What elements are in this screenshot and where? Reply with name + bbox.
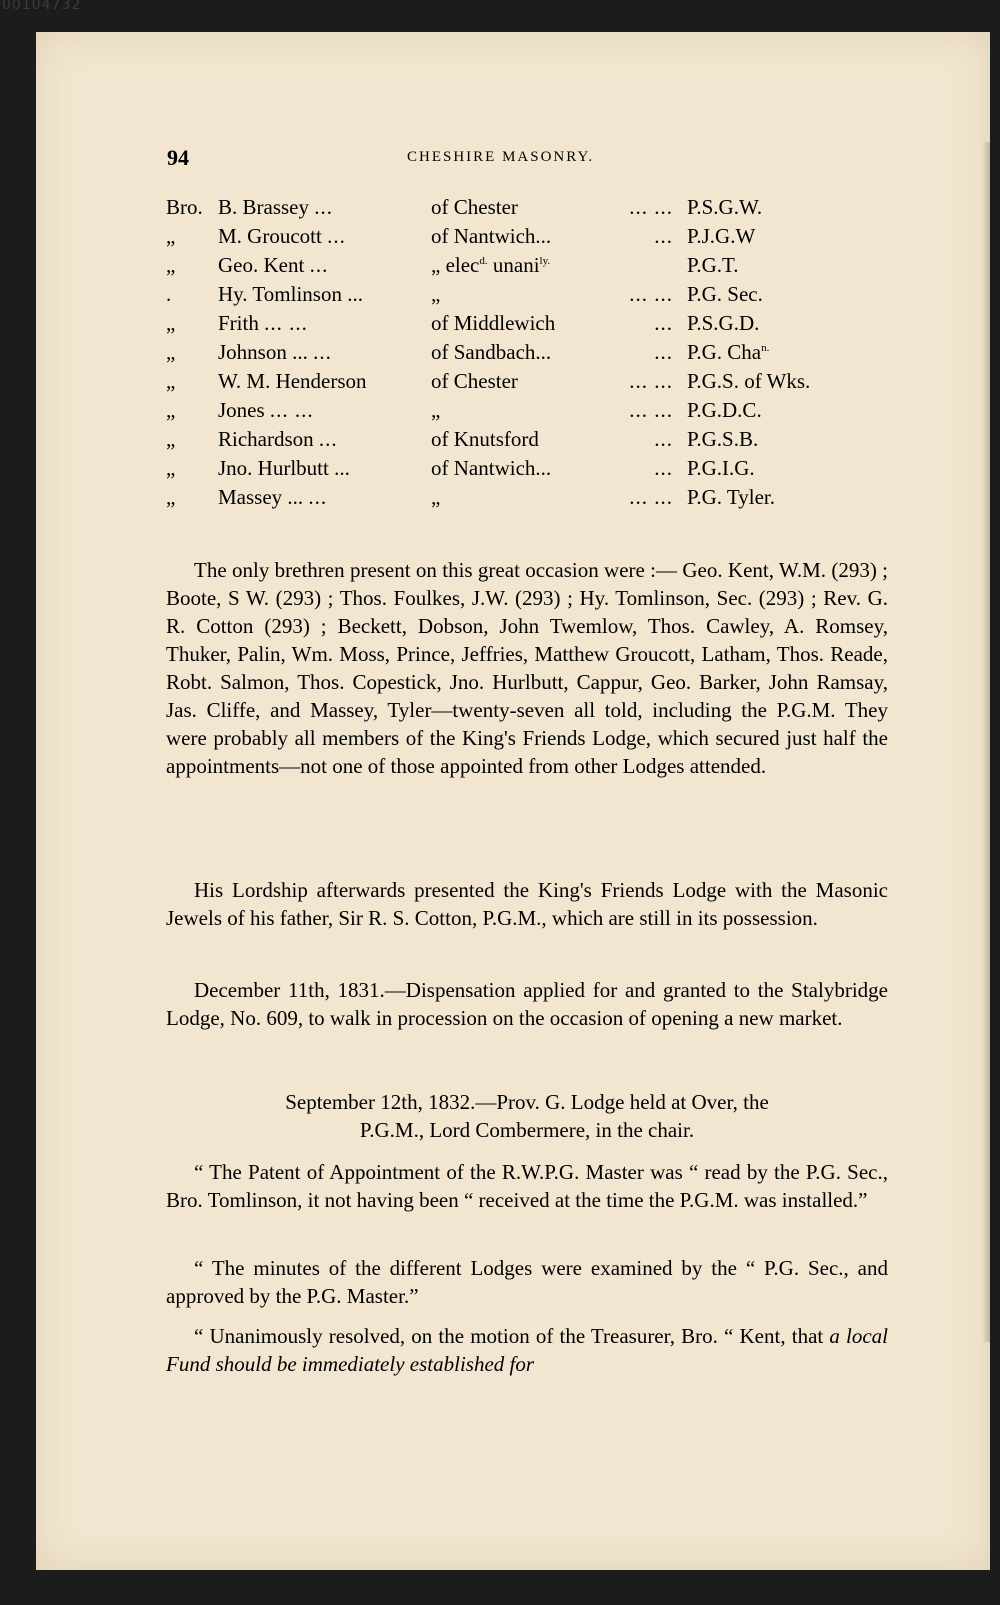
quote-minutes: “ The minutes of the different Lodges were examined by the “ P.G. Sec., and approved by the P.G. Master.” (166, 1256, 888, 1308)
officer-place: „ (431, 282, 441, 306)
officer-prefix-text: „ (166, 369, 176, 393)
officer-place: „ (431, 398, 441, 422)
officer-office: P.S.G.W. (687, 195, 763, 219)
officer-name-cell (218, 425, 431, 454)
officer-place-dots: ... (654, 340, 673, 364)
officer-place-dots: ... (654, 224, 673, 248)
officer-office-cell (687, 338, 877, 367)
officer-office: P.G. Cha (687, 340, 762, 364)
officer-place-cell (431, 454, 687, 483)
paragraph-dispensation: December 11th, 1831.—Dispensation applied for and granted to the Stalybridge Lodge, No. 609, to walk in procession on the occasion of opening a new market. (166, 978, 888, 1030)
quote-resolution (166, 1322, 888, 1378)
officer-place: „ elec (431, 253, 480, 277)
paragraph-prov-lodge (166, 1088, 888, 1144)
officer-row (166, 425, 877, 454)
officer-prefix-text: . (166, 282, 172, 306)
officer-row (166, 251, 877, 280)
officer-name-dots: ... (313, 340, 332, 364)
officer-name-dots: ... ... (264, 311, 308, 335)
officer-row (166, 396, 877, 425)
officer-name-dots: ... (318, 427, 338, 451)
officer-name-cell (218, 396, 431, 425)
officer-place-cell (431, 425, 687, 454)
officer-row (166, 222, 877, 251)
officer-office-cell (687, 222, 877, 251)
running-title: CHESHIRE MASONRY. (407, 149, 595, 165)
officer-row (166, 280, 877, 309)
officer-office-cell (687, 251, 877, 280)
officer-place-cell (431, 367, 687, 396)
page-header (167, 145, 867, 175)
prov-lodge-line-2: P.G.M., Lord Combermere, in the chair. (359, 1118, 695, 1142)
officer-place-dots: ... ... (629, 369, 673, 393)
officer-office-cell (687, 309, 877, 338)
officer-place: of Nantwich... (431, 456, 552, 480)
officer-place-cell (431, 193, 687, 222)
officer-office-sup: n. (761, 342, 770, 354)
officer-place-cell (431, 222, 687, 251)
officer-prefix (166, 280, 218, 309)
officer-office-cell (687, 367, 877, 396)
officer-name-cell (218, 454, 431, 483)
officer-place-dots: ... ... (629, 398, 673, 422)
officer-name: Hy. Tomlinson ... (218, 282, 363, 306)
officer-prefix-text: „ (166, 311, 176, 335)
officer-name: Geo. Kent (218, 253, 305, 277)
officer-name-dots: ... ... (269, 398, 314, 422)
officer-prefix-text: „ (166, 340, 176, 364)
officer-row (166, 367, 877, 396)
officer-name: Johnson ... (218, 340, 308, 364)
officer-name: Richardson (218, 427, 314, 451)
officer-place-cell (431, 338, 687, 367)
officer-name-cell (218, 193, 431, 222)
officer-office: P.G.S. of Wks. (687, 369, 811, 393)
officer-prefix (166, 251, 218, 280)
officer-prefix-text: Bro. (166, 195, 203, 219)
officer-prefix (166, 367, 218, 396)
paragraph-jewels: His Lordship afterwards presented the King's Friends Lodge with the Masonic Jewels of his father, Sir R. S. Cotton, P.G.M., which are still in its possession. (166, 878, 888, 930)
officer-name: Jones (218, 398, 265, 422)
quote-resolution-italic: a local Fund should be immediately established for (166, 1324, 889, 1376)
officer-place: of Nantwich... (431, 224, 552, 248)
officers-table (166, 193, 877, 512)
officer-place-sup2: ly. (539, 255, 551, 267)
officer-row (166, 309, 877, 338)
officer-name: B. Brassey (218, 195, 309, 219)
officer-prefix-text: „ (166, 253, 176, 277)
officer-place: of Chester (431, 195, 518, 219)
officer-office: P.G.S.B. (687, 427, 759, 451)
officer-place: of Middlewich (431, 311, 556, 335)
officer-name-cell (218, 338, 431, 367)
officer-office: P.G.D.C. (687, 398, 762, 422)
officer-office-cell (687, 483, 877, 512)
officer-place: of Sandbach... (431, 340, 552, 364)
officer-place-dots: ... ... (629, 485, 673, 509)
officer-name: M. Groucott (218, 224, 322, 248)
officer-office: P.G. Tyler. (687, 485, 775, 509)
scan-label: 00104732 (2, 0, 82, 13)
officer-prefix (166, 396, 218, 425)
officer-name-cell (218, 483, 431, 512)
officer-row (166, 193, 877, 222)
officer-name-cell (218, 222, 431, 251)
officer-office: P.S.G.D. (687, 311, 760, 335)
officer-place-cell (431, 396, 687, 425)
officer-prefix (166, 425, 218, 454)
officer-office-cell (687, 193, 877, 222)
officer-prefix-text: „ (166, 427, 176, 451)
officer-office-cell (687, 425, 877, 454)
officer-prefix (166, 222, 218, 251)
officer-place-cell (431, 483, 687, 512)
officer-place-rest: unani (487, 253, 540, 277)
officer-prefix (166, 338, 218, 367)
officer-place-sup: d. (479, 255, 488, 267)
quote-resolution-start: “ Unanimously resolved, on the motion of the Treasurer, Bro. “ Kent, that (194, 1324, 830, 1348)
officer-name-dots: ... (308, 485, 328, 509)
officer-place-dots: ... (654, 311, 673, 335)
prov-lodge-line-1: September 12th, 1832.—Prov. G. Lodge held at Over, the (285, 1090, 769, 1114)
officer-place: of Knutsford (431, 427, 539, 451)
page-number: 94 (167, 145, 189, 170)
officer-name-dots: ... (327, 224, 346, 248)
officer-name: Jno. Hurlbutt ... (218, 456, 350, 480)
officer-name-cell (218, 367, 431, 396)
officer-office: P.G. Sec. (687, 282, 763, 306)
officer-place-dots: ... ... (629, 282, 673, 306)
officer-prefix (166, 483, 218, 512)
officer-place: of Chester (431, 369, 518, 393)
officer-prefix-text: „ (166, 398, 176, 422)
officer-prefix-text: „ (166, 224, 176, 248)
officer-office: P.G.I.G. (687, 456, 755, 480)
quote-patent: “ The Patent of Appointment of the R.W.P.G. Master was “ read by the P.G. Sec., Bro. Tomlinson, it not having been “ received at the time the P.G.M. was installed.” (166, 1160, 888, 1212)
officer-prefix-text: „ (166, 485, 176, 509)
officer-prefix (166, 193, 218, 222)
officer-name-dots: ... (314, 195, 333, 219)
officer-place-dots: ... (654, 427, 673, 451)
officer-office: P.J.G.W (687, 224, 756, 248)
officer-prefix (166, 454, 218, 483)
paragraph-brethren-present: The only brethren present on this great occasion were :— Geo. Kent, W.M. (293) ; Boote, S W. (293) ; Thos. Foulkes, J.W. (293) ; Hy. Tomlinson, Sec. (293) ; Rev. G. R. Cotton (293) ; Beckett, Dobson, John Twemlow, Thos. Cawley, A. Romsey, Thuker, Palin, Wm. Moss, Prince, Jeffries, Matthew Groucott, Latham, Thos. Reade, Robt. Salmon, Thos. Copestick, Jno. Hurlbutt, Cappur, Geo. Barker, John Ramsay, Jas. Cliffe, and Massey, Tyler—twenty-seven all told, including the P.G.M. They were probably all members of the King's Friends Lodge, which secured just half the appointments—not one of those appointed from other Lodges attended. (166, 558, 888, 778)
officer-office-cell (687, 396, 877, 425)
officer-office: P.G.T. (687, 253, 739, 277)
officer-office-cell (687, 454, 877, 483)
officer-name: W. M. Henderson (218, 369, 367, 393)
officer-place-cell (431, 309, 687, 338)
officer-prefix-text: „ (166, 456, 176, 480)
officer-place-dots: ... ... (629, 195, 673, 219)
officer-place-cell (431, 280, 687, 309)
officer-name-cell (218, 309, 431, 338)
officer-place-dots: ... (654, 456, 673, 480)
officer-row (166, 338, 877, 367)
page-gutter-shadow (982, 142, 990, 1342)
officer-row (166, 483, 877, 512)
officer-place-cell (431, 251, 687, 280)
officer-name-cell (218, 251, 431, 280)
officer-name-dots: ... (309, 253, 329, 277)
officer-name: Frith (218, 311, 259, 335)
officer-name-cell (218, 280, 431, 309)
officer-office-cell (687, 280, 877, 309)
officer-name: Massey ... (218, 485, 304, 509)
officer-row (166, 454, 877, 483)
officer-prefix (166, 309, 218, 338)
officer-place: „ (431, 485, 441, 509)
